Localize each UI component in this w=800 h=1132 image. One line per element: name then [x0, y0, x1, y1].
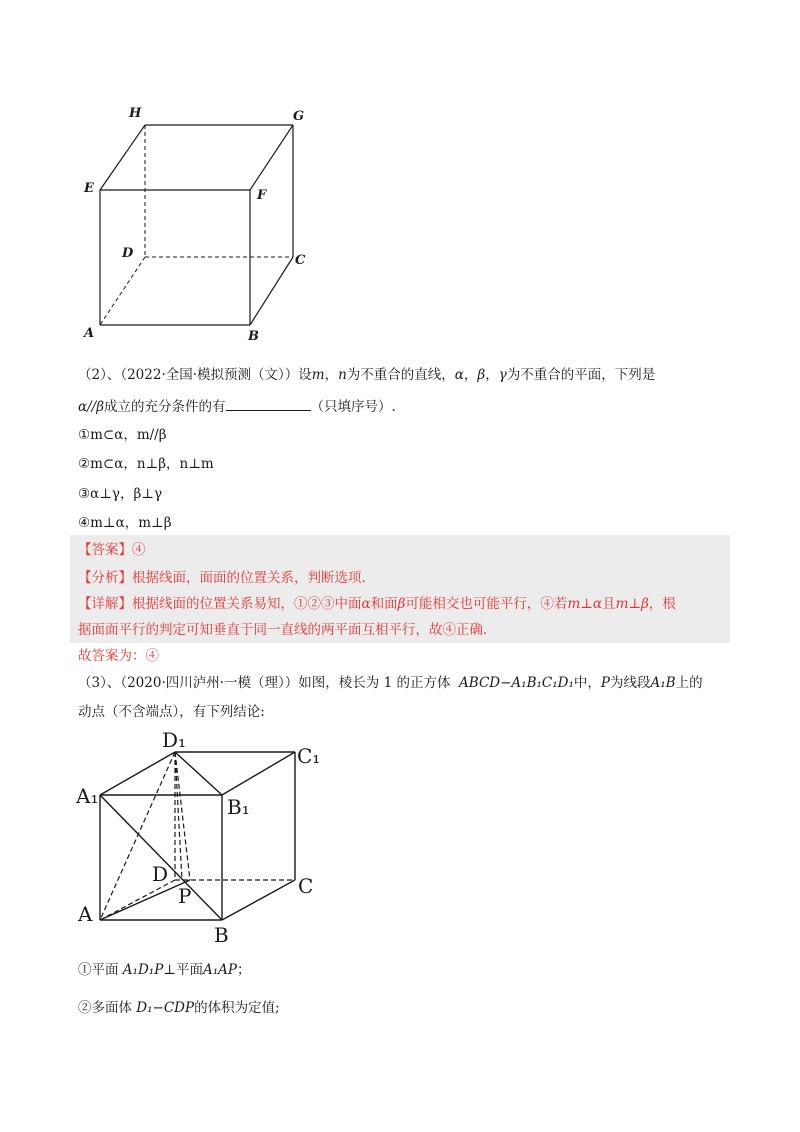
- vertex-label-g: G: [293, 109, 305, 124]
- cube-figure-1: [80, 100, 320, 350]
- c1-plane2: A₁AP: [202, 962, 237, 978]
- vertex-label-b: B: [214, 923, 229, 947]
- detail-alpha: α: [361, 596, 371, 612]
- q3-seg: A₁B: [650, 675, 676, 691]
- vertex-label-a: A: [78, 902, 93, 926]
- vertex-label-b: B: [248, 329, 259, 344]
- q2-beta: β: [477, 367, 486, 383]
- q2-gamma: γ: [498, 367, 507, 383]
- detail-beta: β: [397, 596, 406, 612]
- vertex-label-a: A: [84, 326, 95, 341]
- q3-end: 上的: [675, 675, 703, 691]
- c2-solid: D₁−CDP: [136, 1000, 195, 1016]
- c1-plane1: A₁D₁P: [122, 962, 164, 978]
- q2-lines-text: 为不重合的直线，: [346, 367, 455, 383]
- vertex-label-e: E: [84, 181, 94, 196]
- vertex-label-a1: A₁: [76, 784, 99, 808]
- q2-option-2: ②m⊂α，n⊥β，n⊥m: [78, 456, 214, 472]
- final-answer: 故答案为：④: [78, 648, 159, 664]
- cube-figure-2: [72, 725, 332, 955]
- q2-header: （2）、（2022·全国·模拟预测（文））设: [78, 367, 312, 383]
- vertex-label-d: D: [122, 246, 134, 261]
- analysis-line: 【分析】根据线面，面面的位置关系，判断选项.: [78, 570, 366, 586]
- detail-line-1: [78, 594, 676, 614]
- c1-perp: ⊥平面: [163, 962, 203, 978]
- q3-mid: 中，: [573, 675, 601, 691]
- detail-text-b: 和面: [370, 596, 398, 612]
- q2-n: n: [338, 367, 347, 383]
- q2-condition: α//β: [78, 399, 105, 415]
- q2-sep: ，: [324, 367, 339, 383]
- vertex-label-d1: D₁: [162, 728, 187, 752]
- detail-text-a: 【详解】根据线面的位置关系易知，①②③中面: [78, 596, 362, 612]
- q2-option-1: ①m⊂α，m//β: [78, 427, 167, 443]
- q3-seg-text: 为线段: [610, 675, 651, 691]
- q2-line-2: [78, 396, 396, 417]
- c2-prefix: ②多面体: [78, 1000, 132, 1016]
- c1-end: ；: [236, 962, 251, 978]
- q2-option-3: ③α⊥γ，β⊥γ: [78, 486, 163, 502]
- q2-m: m: [311, 367, 325, 383]
- detail-m-perp-alpha: m⊥α: [567, 596, 603, 612]
- detail-m-perp-beta: m⊥β: [615, 596, 649, 612]
- detail-text-e: ，根: [648, 596, 676, 612]
- vertex-label-d: D: [152, 862, 169, 886]
- answer-blank: [226, 396, 311, 411]
- vertex-label-c: C: [295, 253, 306, 268]
- q3-header: （3）、（2020·四川泸州·一模（理））如图，棱长为 1 的正方体: [78, 675, 451, 691]
- q2-option-4: ④m⊥α，m⊥β: [78, 515, 172, 531]
- vertex-label-b1: B₁: [227, 795, 250, 819]
- vertex-label-c: C: [298, 874, 314, 898]
- c1-prefix: ①平面: [78, 962, 119, 978]
- vertex-label-p: P: [178, 884, 192, 908]
- q2-line2-end: （只填序号）.: [310, 399, 396, 415]
- q2-planes-text: 为不重合的平面，下列是: [506, 367, 656, 383]
- q3-p: P: [600, 675, 610, 691]
- q3-conclusion-1: [78, 960, 250, 980]
- q3-line-2: 动点（不含端点），有下列结论:: [78, 704, 265, 720]
- c2-end: 的体积为定值;: [194, 1000, 280, 1016]
- q3-line-1: [78, 673, 703, 693]
- detail-text-c: 可能相交也可能平行，④若: [405, 596, 568, 612]
- vertex-label-f: F: [257, 188, 267, 203]
- q2-line-1: （2）、（2022·全国·模拟预测（文））设m，n为不重合的直线，α，β，γ为不重合的平面，下列是: [78, 367, 656, 383]
- q2-alpha: α: [454, 367, 464, 383]
- vertex-label-h: H: [129, 106, 142, 121]
- vertex-label-c1: C₁: [297, 744, 321, 768]
- answer-line: 【答案】④: [78, 542, 146, 558]
- q3-cube: ABCD−A₁B₁C₁D₁: [459, 675, 574, 691]
- q3-conclusion-2: [78, 998, 280, 1018]
- detail-text-d: 且: [602, 596, 616, 612]
- q2-line2-text: 成立的充分条件的有: [104, 399, 226, 415]
- detail-line-2: 据面面平行的判定可知垂直于同一直线的两平面互相平行，故④正确.: [78, 622, 488, 638]
